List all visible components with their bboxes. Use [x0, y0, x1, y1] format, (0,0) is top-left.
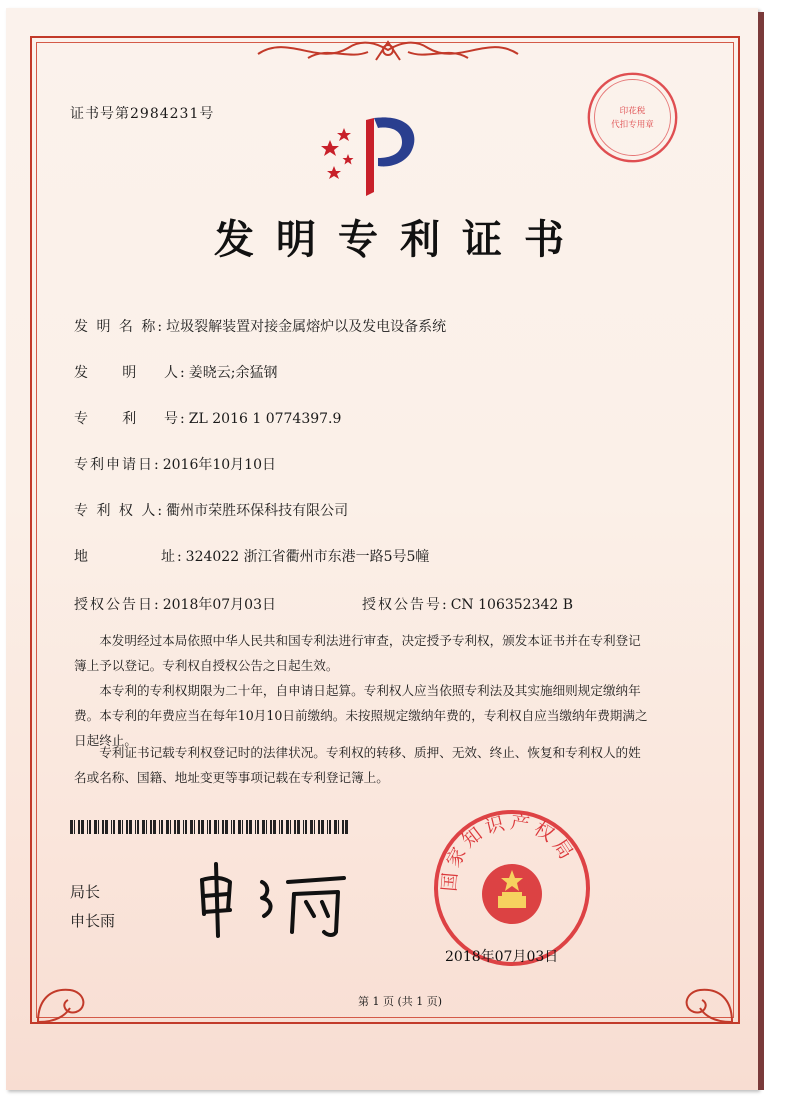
- certificate-number: 证书号第2984231号: [70, 106, 215, 122]
- field-patentee: [74, 500, 348, 520]
- filing-date-label: 专利申请日:: [74, 457, 161, 473]
- patentee-label: 专 利 权 人:: [74, 503, 165, 519]
- inventor-value: 姜晓云;余猛钢: [188, 365, 278, 381]
- body-paragraph-3: 专利证书记载专利权登记时的法律状况。专利权的转移、质押、无效、终止、恢复和专利权人的姓名或名称、国籍、地址变更等事项记载在专利登记簿上。: [74, 745, 641, 785]
- seal-text: 国家知识产权局: [438, 811, 580, 893]
- field-address: [74, 546, 429, 566]
- barcode: [70, 820, 350, 834]
- inventor-label: 发 明 人:: [74, 365, 187, 381]
- field-invention-name: [74, 316, 446, 336]
- patent-number-value: ZL 2016 1 0774397.9: [188, 411, 342, 427]
- filing-date-value: 2016年10月10日: [162, 457, 276, 473]
- field-inventor: [74, 362, 278, 382]
- body-paragraph-1: 本发明经过本局依照中华人民共和国专利法进行审查，决定授予专利权，颁发本证书并在专利登记簿上予以登记。专利权自授权公告之日起生效。: [74, 633, 641, 673]
- tax-stamp-seal: [585, 70, 680, 165]
- patent-office-seal: [432, 808, 592, 968]
- certificate-title: 发明专利证书: [214, 216, 586, 263]
- page-number: 第 1 页 (共 1 页): [357, 995, 443, 1008]
- patentee-value: 衢州市荣胜环保科技有限公司: [166, 503, 349, 519]
- seal-date: 2018年07月03日: [445, 949, 559, 965]
- director-name: 申长雨: [70, 912, 116, 930]
- address-value: 324022 浙江省衢州市东港一路5号5幢: [185, 549, 430, 565]
- address-label: 地 址:: [74, 549, 184, 565]
- svg-text:印花税: 印花税: [619, 106, 646, 117]
- director-title: 局长: [70, 883, 101, 901]
- grant-number-value: CN 106352342 B: [450, 597, 574, 613]
- grant-date-label: 授权公告日:: [74, 597, 161, 613]
- grant-date-value: 2018年07月03日: [162, 597, 276, 613]
- grant-number-label: 授权公告号:: [362, 597, 449, 613]
- top-ornament: [248, 30, 528, 70]
- body-paragraph-2: 本专利的专利权期限为二十年，自申请日起算。专利权人应当依照专利法及其实施细则规定缴纳年费。本专利的年费应当在每年10月10日前缴纳。未按照规定缴纳年费的，专利权自应当缴纳年费期满之日起终止。: [74, 683, 648, 748]
- patent-office-logo: [308, 110, 428, 200]
- invention-name-value: 垃圾裂解装置对接金属熔炉以及发电设备系统: [166, 319, 447, 335]
- patent-number-label: 专 利 号:: [74, 411, 187, 427]
- invention-name-label: 发 明 名 称:: [74, 319, 165, 335]
- binding-edge: [758, 12, 764, 1090]
- field-grant-number: [362, 594, 573, 614]
- field-filing-date: [74, 454, 276, 474]
- handwritten-signature: [188, 852, 368, 942]
- field-grant-date: [74, 594, 276, 614]
- field-patent-number: [74, 408, 341, 428]
- svg-text:代扣专用章: 代扣专用章: [611, 120, 654, 130]
